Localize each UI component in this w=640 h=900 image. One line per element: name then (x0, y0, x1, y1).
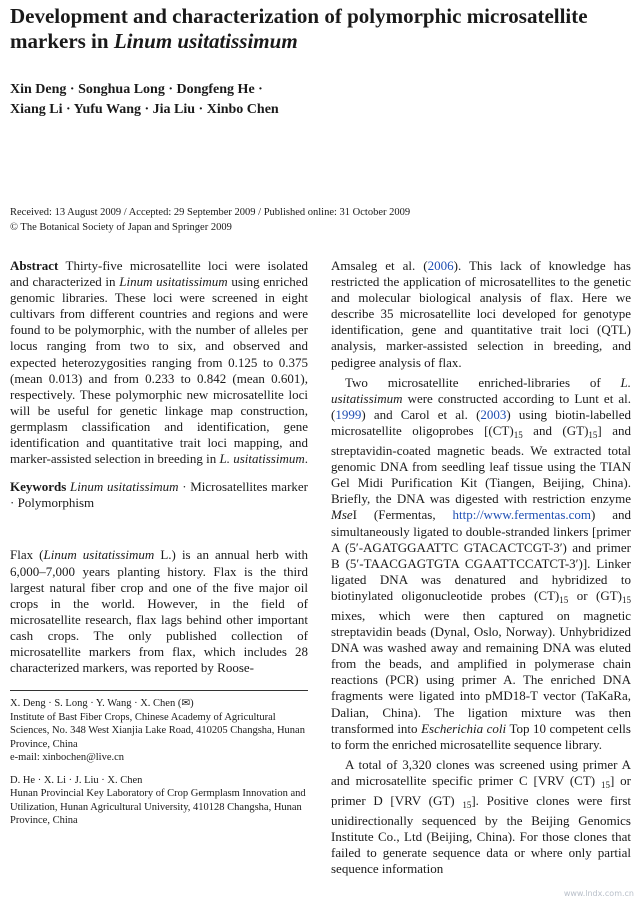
species-name: L. usitatissimum (331, 374, 631, 406)
species-name: Linum usitatissimum (119, 274, 228, 290)
body-paragraph-1: Amsaleg et al. (2006). This lack of knowledge has restricted the application of microsatellites to the genetic and molecular biological analysis of flax. Here we describe 35 microsatellite loci developed for genotype identification, gene and quantitative trait loci (QTL) analysis, marker-assisted selection in breeding, and pedigree analysis of flax. (331, 258, 631, 370)
fermentas-url-link[interactable]: http://www.fermentas.com (452, 507, 592, 523)
species-name: Linum usitatissimum (43, 547, 155, 563)
citation-link[interactable]: 1999 (335, 406, 362, 422)
citation-link[interactable]: 2003 (480, 406, 507, 422)
author-line-1: Xin Deng · Songhua Long · Dongfeng He · (10, 82, 263, 97)
corresponding-email[interactable]: e-mail: xinbochen@live.cn (10, 752, 125, 764)
body-paragraph-2: Two microsatellite enriched-libraries of L. usitatissimum were constructed according to Lunt et al. (1999) and Carol et al. (2003) using biotin-labelled microsatellite oligoprobes [$(CT)_{15}$ and $(GT)_{15}$] and streptavidin-coated magnetic beads. We extracted total genomic DNA from seedling leaf tissue using the TIAN Gel Midi Purification Kit (Tiangen, Beijing, China). Briefly, the DNA was digested with restriction enzyme MseI (Fermentas, http://www.fermentas.com) and simultaneously ligated to double-stranded linkers [primer A (5′-AGATGGAATTC GTACACTCGT-3′) and primer B (5′-TAACGAGTGTA CGAATTCCATCT-3′)]. Linker ligated DNA was denatured and hybridized to biotinylated oligonucleotide probes $(CT)_{15}$ or $(GT)_{15}$ mixes, which were then captured on magnetic streptavidin beads (Dynal, Oslo, Norway). Unhybridized DNA was washed away and remaining DNA was eluted from the beads, and amplified in polymerase chain reactions (PCR) using primer A. The enriched DNA fragments were ligated into pMD18-T vector (TaKaRa, Dalian, China). The ligation mixture was then transformed into Escherichia coli Top 10 competent cells to form the enriched microsatellite sequence library. (331, 374, 632, 752)
author-line-2: Xiang Li · Yufu Wang · Jia Liu · Xinbo Chen (10, 102, 279, 117)
author-list (10, 80, 410, 120)
enzyme-name: Mse (331, 507, 353, 523)
copyright-notice: © The Botanical Society of Japan and Springer 2009 (10, 222, 232, 233)
site-watermark: www.lndx.com.cn (563, 889, 634, 898)
keywords: Keywords Linum usitatissimum · Microsatellites marker · Polymorphism (10, 479, 308, 511)
title-text: Development and characterization of polymorphic microsatellite markers in (10, 4, 588, 53)
affiliation-address: Institute of Bast Fiber Crops, Chinese Academy of Agricultural Sciences, No. 348 West Xianjia Lake Road, 410205 Changsha, Hunan Province, China (10, 711, 305, 750)
affiliation-1 (10, 697, 308, 765)
article-title (10, 4, 620, 54)
publication-history (10, 205, 610, 235)
body-paragraph-3: A total of 3,320 clones was screened using primer A and microsatellite specific primer C [VRV (CT) $_{15}$] or primer D [VRV (GT) $_{15}$]. Positive clones were first unidirectionally sequenced by the Beijing Genomics Institute Co., Ltd (Beijing, China). For those clones that failed to generate sequence data or where only partial sequence information (331, 756, 631, 877)
species-name: Escherichia coli (421, 720, 507, 736)
affiliation-address: Hunan Provincial Key Laboratory of Crop Germplasm Innovation and Utilization, Hunan Agricultural University, 410128 Changsha, Hunan Province, China (10, 788, 306, 827)
introduction-paragraph: Flax (Linum usitatissimum L.) is an annual herb with 6,000–7,000 years planting history. Flax is the third largest natural fiber crop and one of the five major oil crops in the world. However, in the field of microsatellite research, flax lags behind other important cash crops. The only published collection of microsatellite markers from flax, which includes 28 characterized markers, was reported by Roose- (10, 547, 308, 676)
affiliation-2 (10, 774, 308, 828)
species-name: L. usitatissimum (219, 451, 305, 467)
affiliation-names: D. He · X. Li · J. Liu · X. Chen (10, 774, 143, 786)
citation-link[interactable]: 2006 (427, 258, 454, 273)
keywords-label: Keywords (10, 479, 67, 495)
abstract: Abstract Thirty-five microsatellite loci were isolated and characterized in Linum usitatissimum using enriched genomic libraries. These loci were screened in eight cultivars from different countries and regions and were found to be polymorphic, with the number of alleles per locus ranging from two to six, and observed and expected heterozygosities ranging from 0.125 to 0.375 (mean 0.013) and from 0.233 to 0.842 (mean 0.601), respectively. These polymorphic new microsatellite loci will be useful for genetic linkage map construction, germplasm classification and identification, gene identification and quantitative trait loci mapping, and marker-assisted selection in breeding in L. usitatissimum. (10, 258, 309, 467)
right-column (331, 258, 631, 877)
affiliation-names: X. Deng · S. Long · Y. Wang · X. Chen (✉) (10, 698, 194, 710)
received-accepted-dates: Received: 13 August 2009 / Accepted: 29 September 2009 / Published online: 31 October 2009 (10, 207, 411, 218)
footnote-divider (10, 690, 308, 691)
title-species: Linum usitatissimum (113, 29, 298, 53)
species-name: Linum usitatissimum (70, 479, 179, 495)
abstract-label: Abstract (10, 258, 59, 273)
left-column (10, 258, 308, 828)
